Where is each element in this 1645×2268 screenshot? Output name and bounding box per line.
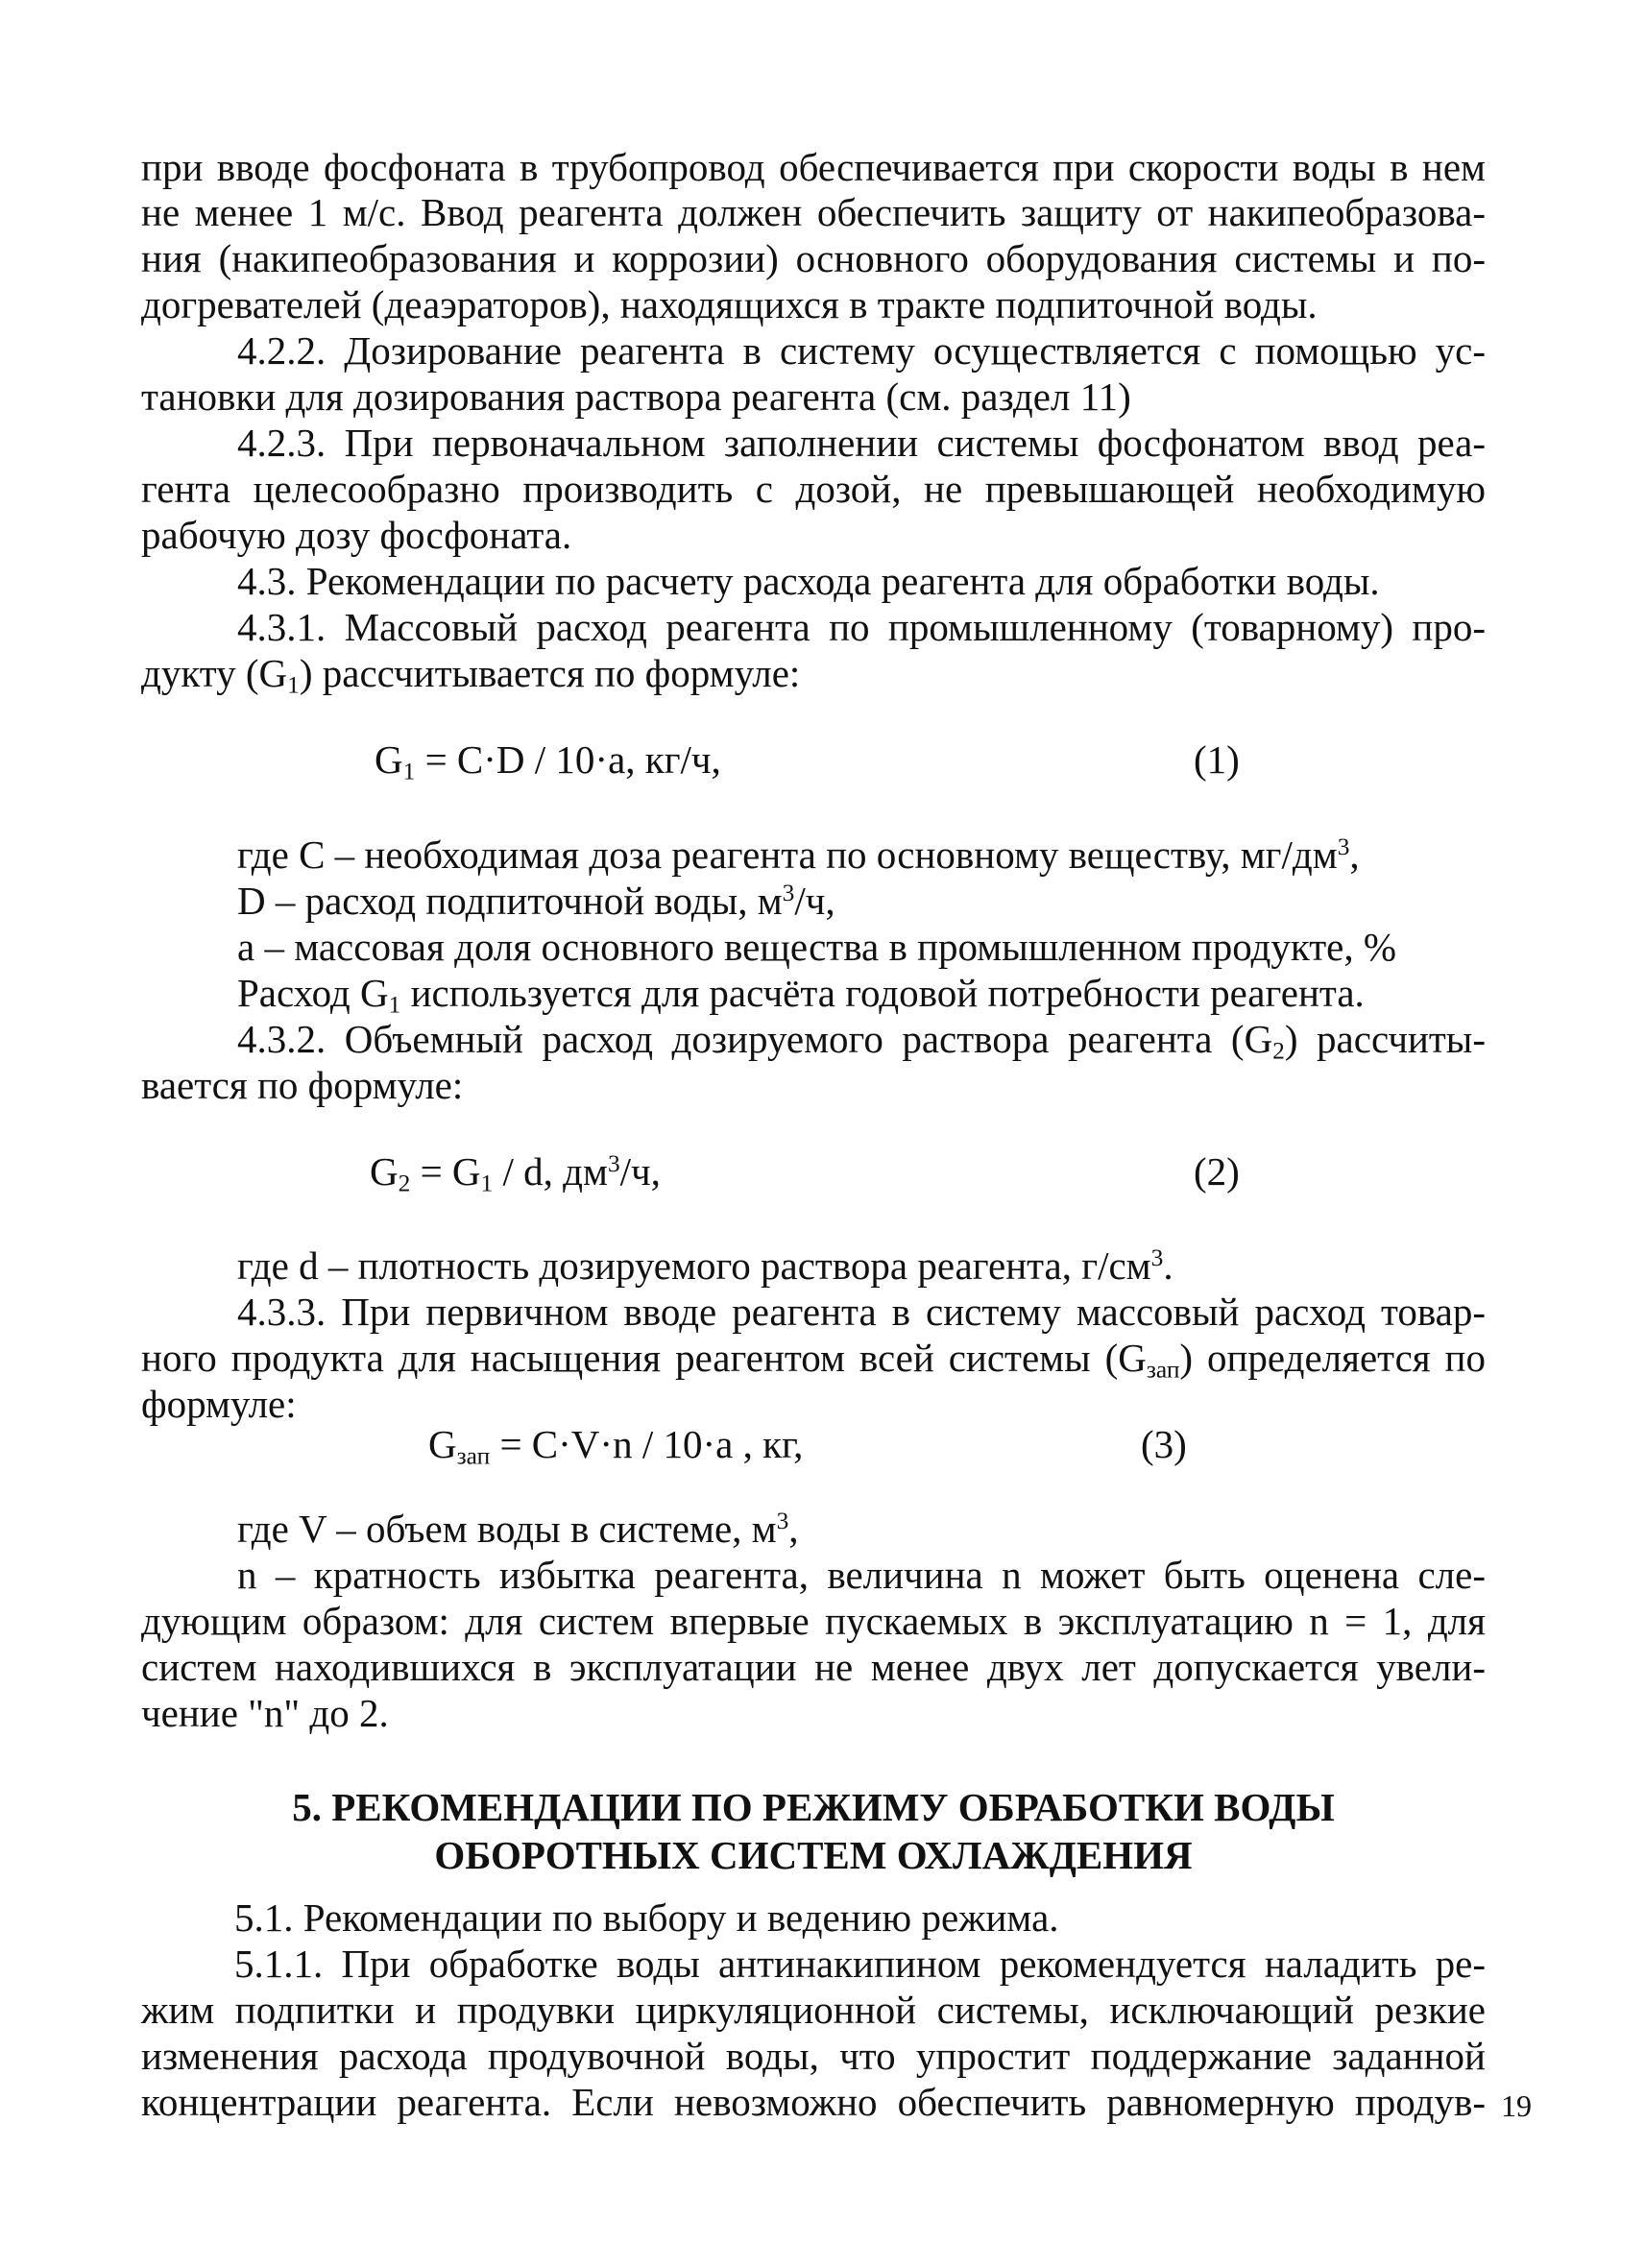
paragraph-4-2-2: 4.2.2. Дозирование реагента в систему осуществляется с помощью ус- [237, 328, 1486, 373]
text-line: чение "n" до 2. [141, 1691, 389, 1735]
equation-number-2: (2) [1194, 1149, 1240, 1194]
text-line: не менее 1 м/с. Ввод реагента должен обеспечить защиту от накипеобразова- [141, 190, 1486, 234]
text-line: жим подпитки и продувки циркуляционной системы, исключающий резкие [141, 1988, 1486, 2032]
definition-d: D – расход подпиточной воды, $м^3/ч$, [237, 879, 835, 923]
formula-3: $G_{зап} = C\cdot V\cdot n / 10\cdot a$ , кг, [428, 1422, 804, 1470]
definition-a: а – массовая доля основного вещества в промышленном продукте, % [237, 925, 1397, 969]
section-heading-line-2: ОБОРОТНЫХ СИСТЕМ ОХЛАЖДЕНИЯ [434, 1833, 1193, 1877]
text-line: изменения расхода продувочной воды, что упростит поддержание заданной [141, 2034, 1486, 2078]
definition-d-density: где d – плотность дозируемого раствора реагента, $г/см^3$. [237, 1243, 1173, 1288]
paragraph-4-3: 4.3. Рекомендации по расчету расхода реагента для обработки воды. [237, 559, 1380, 603]
paragraph-4-3-1: 4.3.1. Массовый расход реагента по промышленному (товарному) про- [237, 605, 1486, 649]
section-heading: 5. РЕКОМЕНДАЦИИ ПО РЕЖИМУ ОБРАБОТКИ ВОДЫ [292, 1785, 1335, 1829]
equation-number-3: (3) [1141, 1422, 1187, 1466]
definition-c: где C – необходимая доза реагента по основному веществу, $мг/дм^3$, [237, 832, 1360, 877]
definition-n: n – кратность избытка реагента, величина n может быть оценена сле- [237, 1553, 1486, 1597]
text-line: тановки для дозирования раствора реагента (см. раздел 11) [141, 374, 1131, 419]
text-line: при вводе фосфоната в трубопровод обеспечивается при скорости воды в нем [141, 145, 1486, 189]
text-line: вается по формуле: [141, 1063, 464, 1107]
paragraph-5-1: 5.1. Рекомендации по выбору и ведению режима. [234, 1895, 1059, 1940]
formula-1: $G_1 = C\cdot D / 10\cdot a$, кг/ч, [375, 737, 721, 785]
definition-v: где V – объем воды в системе, $м^3$, [237, 1507, 799, 1551]
paragraph-4-3-3: 4.3.3. При первичном вводе реагента в систему массовый расход товар- [237, 1290, 1486, 1334]
equation-number-1: (1) [1194, 737, 1240, 782]
page-number: 19 [1501, 2088, 1532, 2123]
text-line: ного продукта для насыщения реагентом всей системы $(G_{зап})$ определяется по [141, 1336, 1486, 1384]
paragraph-4-2-3: 4.2.3. При первоначальном заполнении системы фосфонатом ввод реа- [237, 421, 1486, 465]
text-line: формуле: [141, 1382, 297, 1426]
paragraph-5-1-1: 5.1.1. При обработке воды антинакипином рекомендуется наладить ре- [234, 1942, 1486, 1986]
paragraph-4-3-2: 4.3.2. Объемный расход дозируемого раствора реагента $(G_2)$ рассчиты- [237, 1017, 1486, 1065]
text-line: гента целесообразно производить с дозой, не превышающей необходимую [141, 467, 1486, 511]
text-line: догревателей (деаэраторов), находящихся в тракте подпиточной воды. [141, 282, 1318, 326]
definition-g1: Расход $G_1$ используется для расчёта годовой потребности реагента. [237, 971, 1365, 1019]
text-line: дующим образом: для систем впервые пускаемых в эксплуатацию n = 1, для [141, 1599, 1486, 1643]
text-line: дукту $(G_1)$ рассчитывается по формуле: [141, 651, 801, 699]
formula-2: $G_2 = G_1 / d$, $дм^3/ч$, [370, 1149, 661, 1197]
text-line: систем находившихся в эксплуатации не менее двух лет допускается увели- [141, 1645, 1486, 1689]
text-line: рабочую дозу фосфоната. [141, 513, 572, 557]
text-line: ния (накипеобразования и коррозии) основного оборудования системы и по- [141, 236, 1486, 280]
text-line: концентрации реагента. Если невозможно обеспечить равномерную продув- [141, 2080, 1486, 2124]
